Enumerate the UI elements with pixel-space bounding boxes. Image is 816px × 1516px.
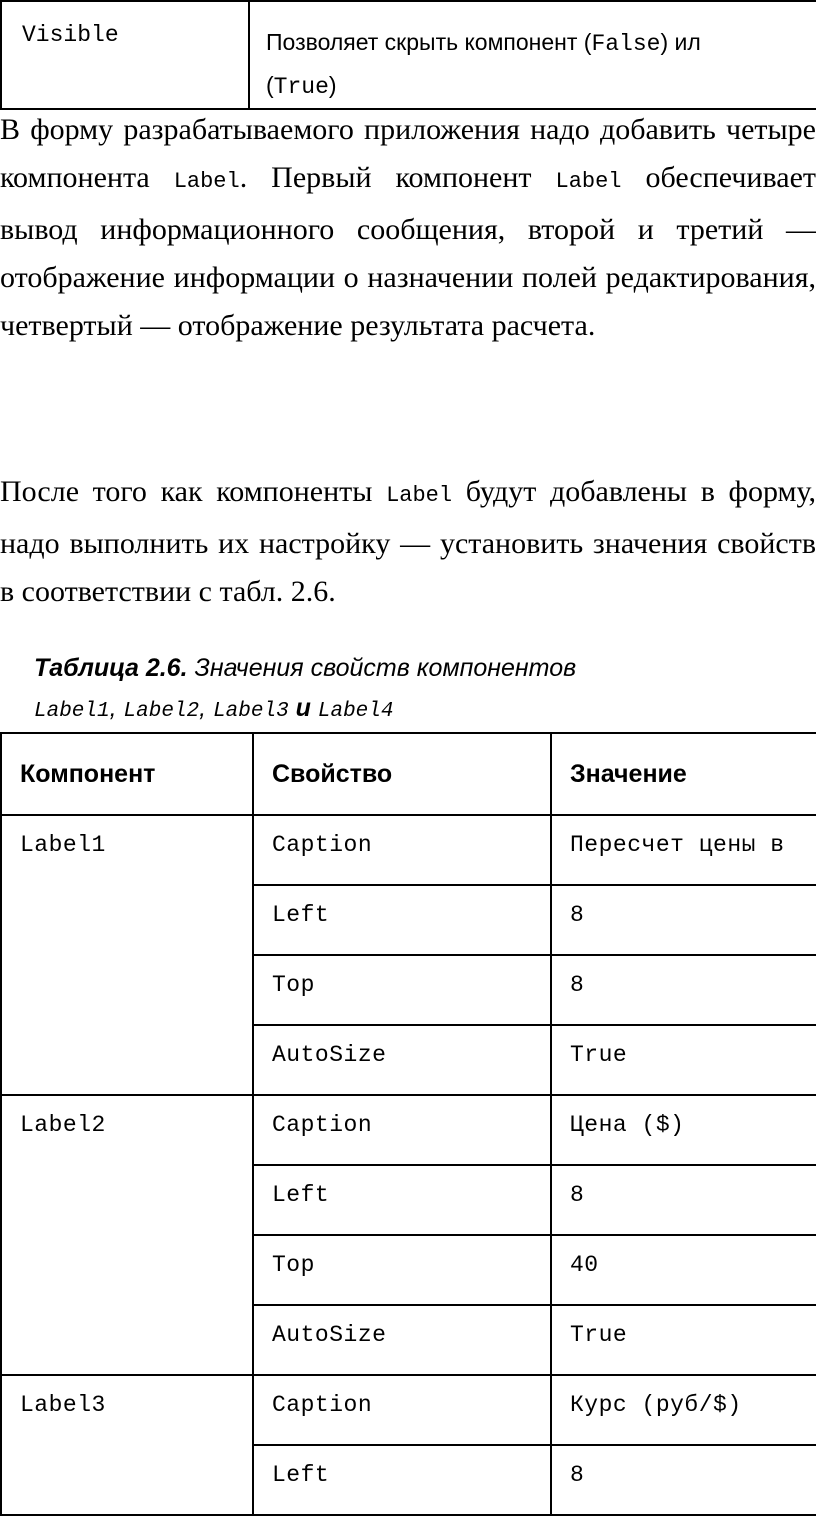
property-cell: Left [253, 1165, 551, 1235]
value-cell: 8 [551, 1165, 816, 1235]
table-row [1, 1095, 816, 1165]
table-header-row [1, 733, 816, 815]
property-cell: AutoSize [253, 1305, 551, 1375]
property-table-fragment [0, 0, 816, 110]
value-cell: 8 [551, 955, 816, 1025]
table-row [1, 1375, 816, 1445]
table-row [1, 815, 816, 885]
paragraph-2: После того как компоненты Label будут добавлены в форму, надо выполнить их настройку — установить значения свойств в соответствии с табл. 2.6. [0, 475, 816, 608]
description-cell: Позволяет скрыть компонент (False) ил (True) [249, 1, 816, 109]
header-component: Компонент [1, 733, 253, 815]
table-row [1, 1, 816, 109]
property-cell: Caption [253, 815, 551, 885]
property-cell: Top [253, 1235, 551, 1305]
header-property: Свойство [253, 733, 551, 815]
property-cell: Top [253, 955, 551, 1025]
component-cell: Label2 [1, 1095, 253, 1375]
value-cell: Курс (руб/$) [551, 1375, 816, 1445]
property-cell: Caption [253, 1095, 551, 1165]
component-cell: Label3 [1, 1375, 253, 1515]
property-cell: Visible [1, 1, 249, 109]
component-cell: Label1 [1, 815, 253, 1095]
property-cell: Left [253, 1445, 551, 1515]
property-cell: AutoSize [253, 1025, 551, 1095]
value-cell: Цена ($) [551, 1095, 816, 1165]
property-cell: Left [253, 885, 551, 955]
value-cell: 8 [551, 1445, 816, 1515]
value-cell: 8 [551, 885, 816, 955]
value-cell: Пересчет цены в [551, 815, 816, 885]
paragraph-1: В форму разрабатываемого приложения надо добавить четыре компонента Label. Первый компонент Label обеспечивает вывод информационного сообщения, второй и третий — отображение информации о назначении полей редактирования, четвертый — отображение результата расчета. [0, 113, 816, 342]
value-cell: True [551, 1025, 816, 1095]
header-value: Значение [551, 733, 816, 815]
table-caption: Таблица 2.6. Значения свойств компонентов Label1, Label2, Label3 и Label4 [34, 654, 577, 723]
value-cell: 40 [551, 1235, 816, 1305]
value-cell: True [551, 1305, 816, 1375]
property-cell: Caption [253, 1375, 551, 1445]
properties-table [0, 732, 816, 1516]
